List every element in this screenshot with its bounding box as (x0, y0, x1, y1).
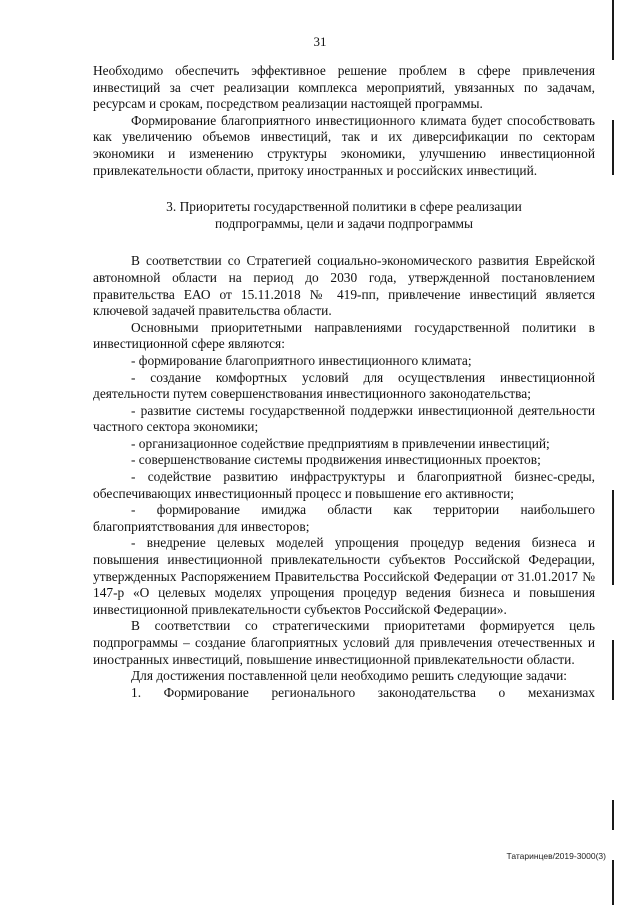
paragraph: Необходимо обеспечить эффективное решение проблем в сфере привлечения инвестиций за счет реализации комплекса мероприятий, увязанных по задачам, ресурсам и срокам, посредством реализации настоящей программы. (93, 63, 595, 112)
list-item: - создание комфортных условий для осуществления инвестиционной деятельности путем совершенствования инвестиционного законодательства; (93, 369, 595, 402)
list-item: - внедрение целевых моделей упрощения процедур ведения бизнеса и повышения инвестиционной привлекательности субъектов Российской Федерации, утвержденных Распоряжением Правительства Российской Федерации от 31.01.2017 № 147-р «О целевых моделях упрощения процедур ведения бизнеса и повышения инвестиционной привлекательности субъектов Российской Федерации». (93, 535, 595, 617)
scan-edge-line (612, 490, 614, 585)
scan-edge-line (612, 860, 614, 905)
section-heading (93, 199, 595, 232)
list-item: - организационное содействие предприятиям в привлечении инвестиций; (131, 435, 550, 451)
scan-edge-line (612, 120, 614, 175)
list-item: - формирование благоприятного инвестиционного климата; (131, 352, 472, 368)
document-footer-mark: Татаринцев/2019-3000(3) (506, 851, 606, 861)
paragraph: Формирование благоприятного инвестиционного климата будет способствовать как увеличению объемов инвестиций, так и их диверсификации по секторам экономики и изменению структуры экономики, улучшению инвестиционной привлекательности области, притоку иностранных и российских инвестиций. (93, 112, 595, 178)
scan-edge-line (612, 640, 614, 700)
document-body (93, 63, 595, 701)
list-item: - содействие развитию инфраструктуры и благоприятной бизнес-среды, обеспечивающих инвестиционный процесс и повышение его активности; (93, 469, 595, 501)
list-item: - развитие системы государственной поддержки инвестиционной деятельности частного сектора экономики; (93, 402, 595, 435)
paragraph: Для достижения поставленной цели необходимо решить следующие задачи: (131, 668, 567, 684)
scan-edge-line (612, 800, 614, 830)
section-heading-line: подпрограммы, цели и задачи подпрограммы (214, 215, 474, 231)
paragraph: В соответствии со стратегическими приоритетами формируется цель подпрограммы – создание благоприятных условий для привлечения отечественных и иностранных инвестиций, повышение инвестиционной привлекательности области. (93, 618, 595, 667)
section-heading-line: 3. Приоритеты государственной политики в сфере реализации (166, 199, 522, 215)
page-number: 31 (313, 34, 327, 49)
paragraph: Основными приоритетными направлениями государственной политики в инвестиционной сфере являются: (93, 319, 595, 352)
list-item: - формирование имиджа области как территории наибольшего благоприятствования для инвесторов; (93, 502, 595, 534)
paragraph: В соответствии со Стратегией социально-экономического развития Еврейской автономной области на период до 2030 года, утвержденной постановлением правительства ЕАО от 15.11.2018 № 419-пп, привлечение инвестиций является ключевой задачей правительства области. (93, 253, 595, 319)
list-item: - совершенствование системы продвижения инвестиционных проектов; (131, 452, 541, 468)
paragraph: 1. Формирование регионального законодательства о механизмах (131, 684, 595, 700)
scan-edge-line (612, 0, 614, 60)
